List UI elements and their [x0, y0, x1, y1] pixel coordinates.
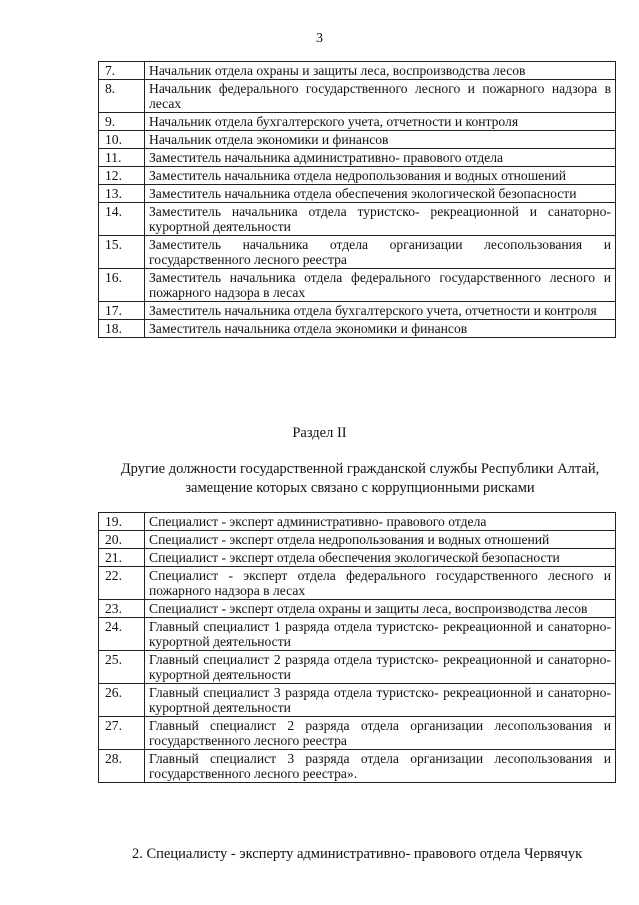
- row-number: 27.: [99, 717, 145, 750]
- position-title: Специалист - эксперт административно- правового отдела: [145, 513, 616, 531]
- row-number: 7.: [99, 62, 145, 80]
- position-title: Заместитель начальника отдела туристско- рекреационной и санаторно- курортной деятельности: [145, 203, 616, 236]
- row-number: 9.: [99, 113, 145, 131]
- section-title: Раздел II: [292, 425, 347, 441]
- row-number: 26.: [99, 684, 145, 717]
- position-title: Заместитель начальника отдела федерального государственного лесного и пожарного надзора в лесах: [145, 269, 616, 302]
- table-row: [99, 269, 616, 302]
- table-row: [99, 236, 616, 269]
- row-number: 17.: [99, 302, 145, 320]
- position-title: Начальник отдела охраны и защиты леса, воспроизводства лесов: [145, 62, 616, 80]
- row-number: 15.: [99, 236, 145, 269]
- position-title: Главный специалист 3 разряда отдела организации лесопользования и государственного лесного реестра».: [145, 750, 616, 783]
- page-number: 3: [316, 31, 323, 46]
- position-title: Специалист - эксперт отдела федерального государственного лесного и пожарного надзора в лесах: [145, 567, 616, 600]
- position-title: Главный специалист 2 разряда отдела туристско- рекреационной и санаторно- курортной деятельности: [145, 651, 616, 684]
- position-title: Заместитель начальника отдела недропользования и водных отношений: [145, 167, 616, 185]
- positions-table-section-2: [98, 512, 616, 783]
- row-number: 22.: [99, 567, 145, 600]
- table-row: [99, 302, 616, 320]
- table-row: [99, 531, 616, 549]
- row-number: 25.: [99, 651, 145, 684]
- table-row: [99, 185, 616, 203]
- position-title: Начальник федерального государственного лесного и пожарного надзора в лесах: [145, 80, 616, 113]
- row-number: 11.: [99, 149, 145, 167]
- table-row: [99, 684, 616, 717]
- table-row: [99, 651, 616, 684]
- row-number: 19.: [99, 513, 145, 531]
- position-title: Начальник отдела экономики и финансов: [145, 131, 616, 149]
- row-number: 21.: [99, 549, 145, 567]
- position-title: Главный специалист 1 разряда отдела туристско- рекреационной и санаторно- курортной деятельности: [145, 618, 616, 651]
- table-row: [99, 717, 616, 750]
- row-number: 14.: [99, 203, 145, 236]
- position-title: Специалист - эксперт отдела недропользования и водных отношений: [145, 531, 616, 549]
- position-title: Начальник отдела бухгалтерского учета, отчетности и контроля: [145, 113, 616, 131]
- position-title: Главный специалист 3 разряда отдела туристско- рекреационной и санаторно- курортной деятельности: [145, 684, 616, 717]
- row-number: 18.: [99, 320, 145, 338]
- row-number: 20.: [99, 531, 145, 549]
- position-title: Заместитель начальника отдела бухгалтерского учета, отчетности и контроля: [145, 302, 616, 320]
- table-row: [99, 750, 616, 783]
- position-title: Заместитель начальника отдела экономики и финансов: [145, 320, 616, 338]
- table-row: [99, 62, 616, 80]
- row-number: 10.: [99, 131, 145, 149]
- table-row: [99, 167, 616, 185]
- table-row: [99, 203, 616, 236]
- table-row: [99, 549, 616, 567]
- table-row: [99, 113, 616, 131]
- table-row: [99, 80, 616, 113]
- position-title: Заместитель начальника отдела обеспечения экологической безопасности: [145, 185, 616, 203]
- row-number: 12.: [99, 167, 145, 185]
- positions-table-section-1: [98, 61, 616, 338]
- position-title: Специалист - эксперт отдела охраны и защиты леса, воспроизводства лесов: [145, 600, 616, 618]
- table-row: [99, 131, 616, 149]
- position-title: Специалист - эксперт отдела обеспечения экологической безопасности: [145, 549, 616, 567]
- row-number: 16.: [99, 269, 145, 302]
- table-row: [99, 600, 616, 618]
- row-number: 28.: [99, 750, 145, 783]
- position-title: Главный специалист 2 разряда отдела организации лесопользования и государственного лесного реестра: [145, 717, 616, 750]
- table-row: [99, 567, 616, 600]
- closing-paragraph: 2. Специалисту - эксперту административно- правового отдела Червячук: [132, 846, 583, 862]
- row-number: 13.: [99, 185, 145, 203]
- table-row: [99, 320, 616, 338]
- row-number: 24.: [99, 618, 145, 651]
- row-number: 23.: [99, 600, 145, 618]
- table-row: [99, 513, 616, 531]
- table-row: [99, 618, 616, 651]
- section-subtitle: Другие должности государственной гражданской службы Республики Алтай, замещение которых связано с коррупционными рисками: [120, 461, 600, 496]
- table-row: [99, 149, 616, 167]
- position-title: Заместитель начальника административно- правового отдела: [145, 149, 616, 167]
- position-title: Заместитель начальника отдела организации лесопользования и государственного лесного реестра: [145, 236, 616, 269]
- row-number: 8.: [99, 80, 145, 113]
